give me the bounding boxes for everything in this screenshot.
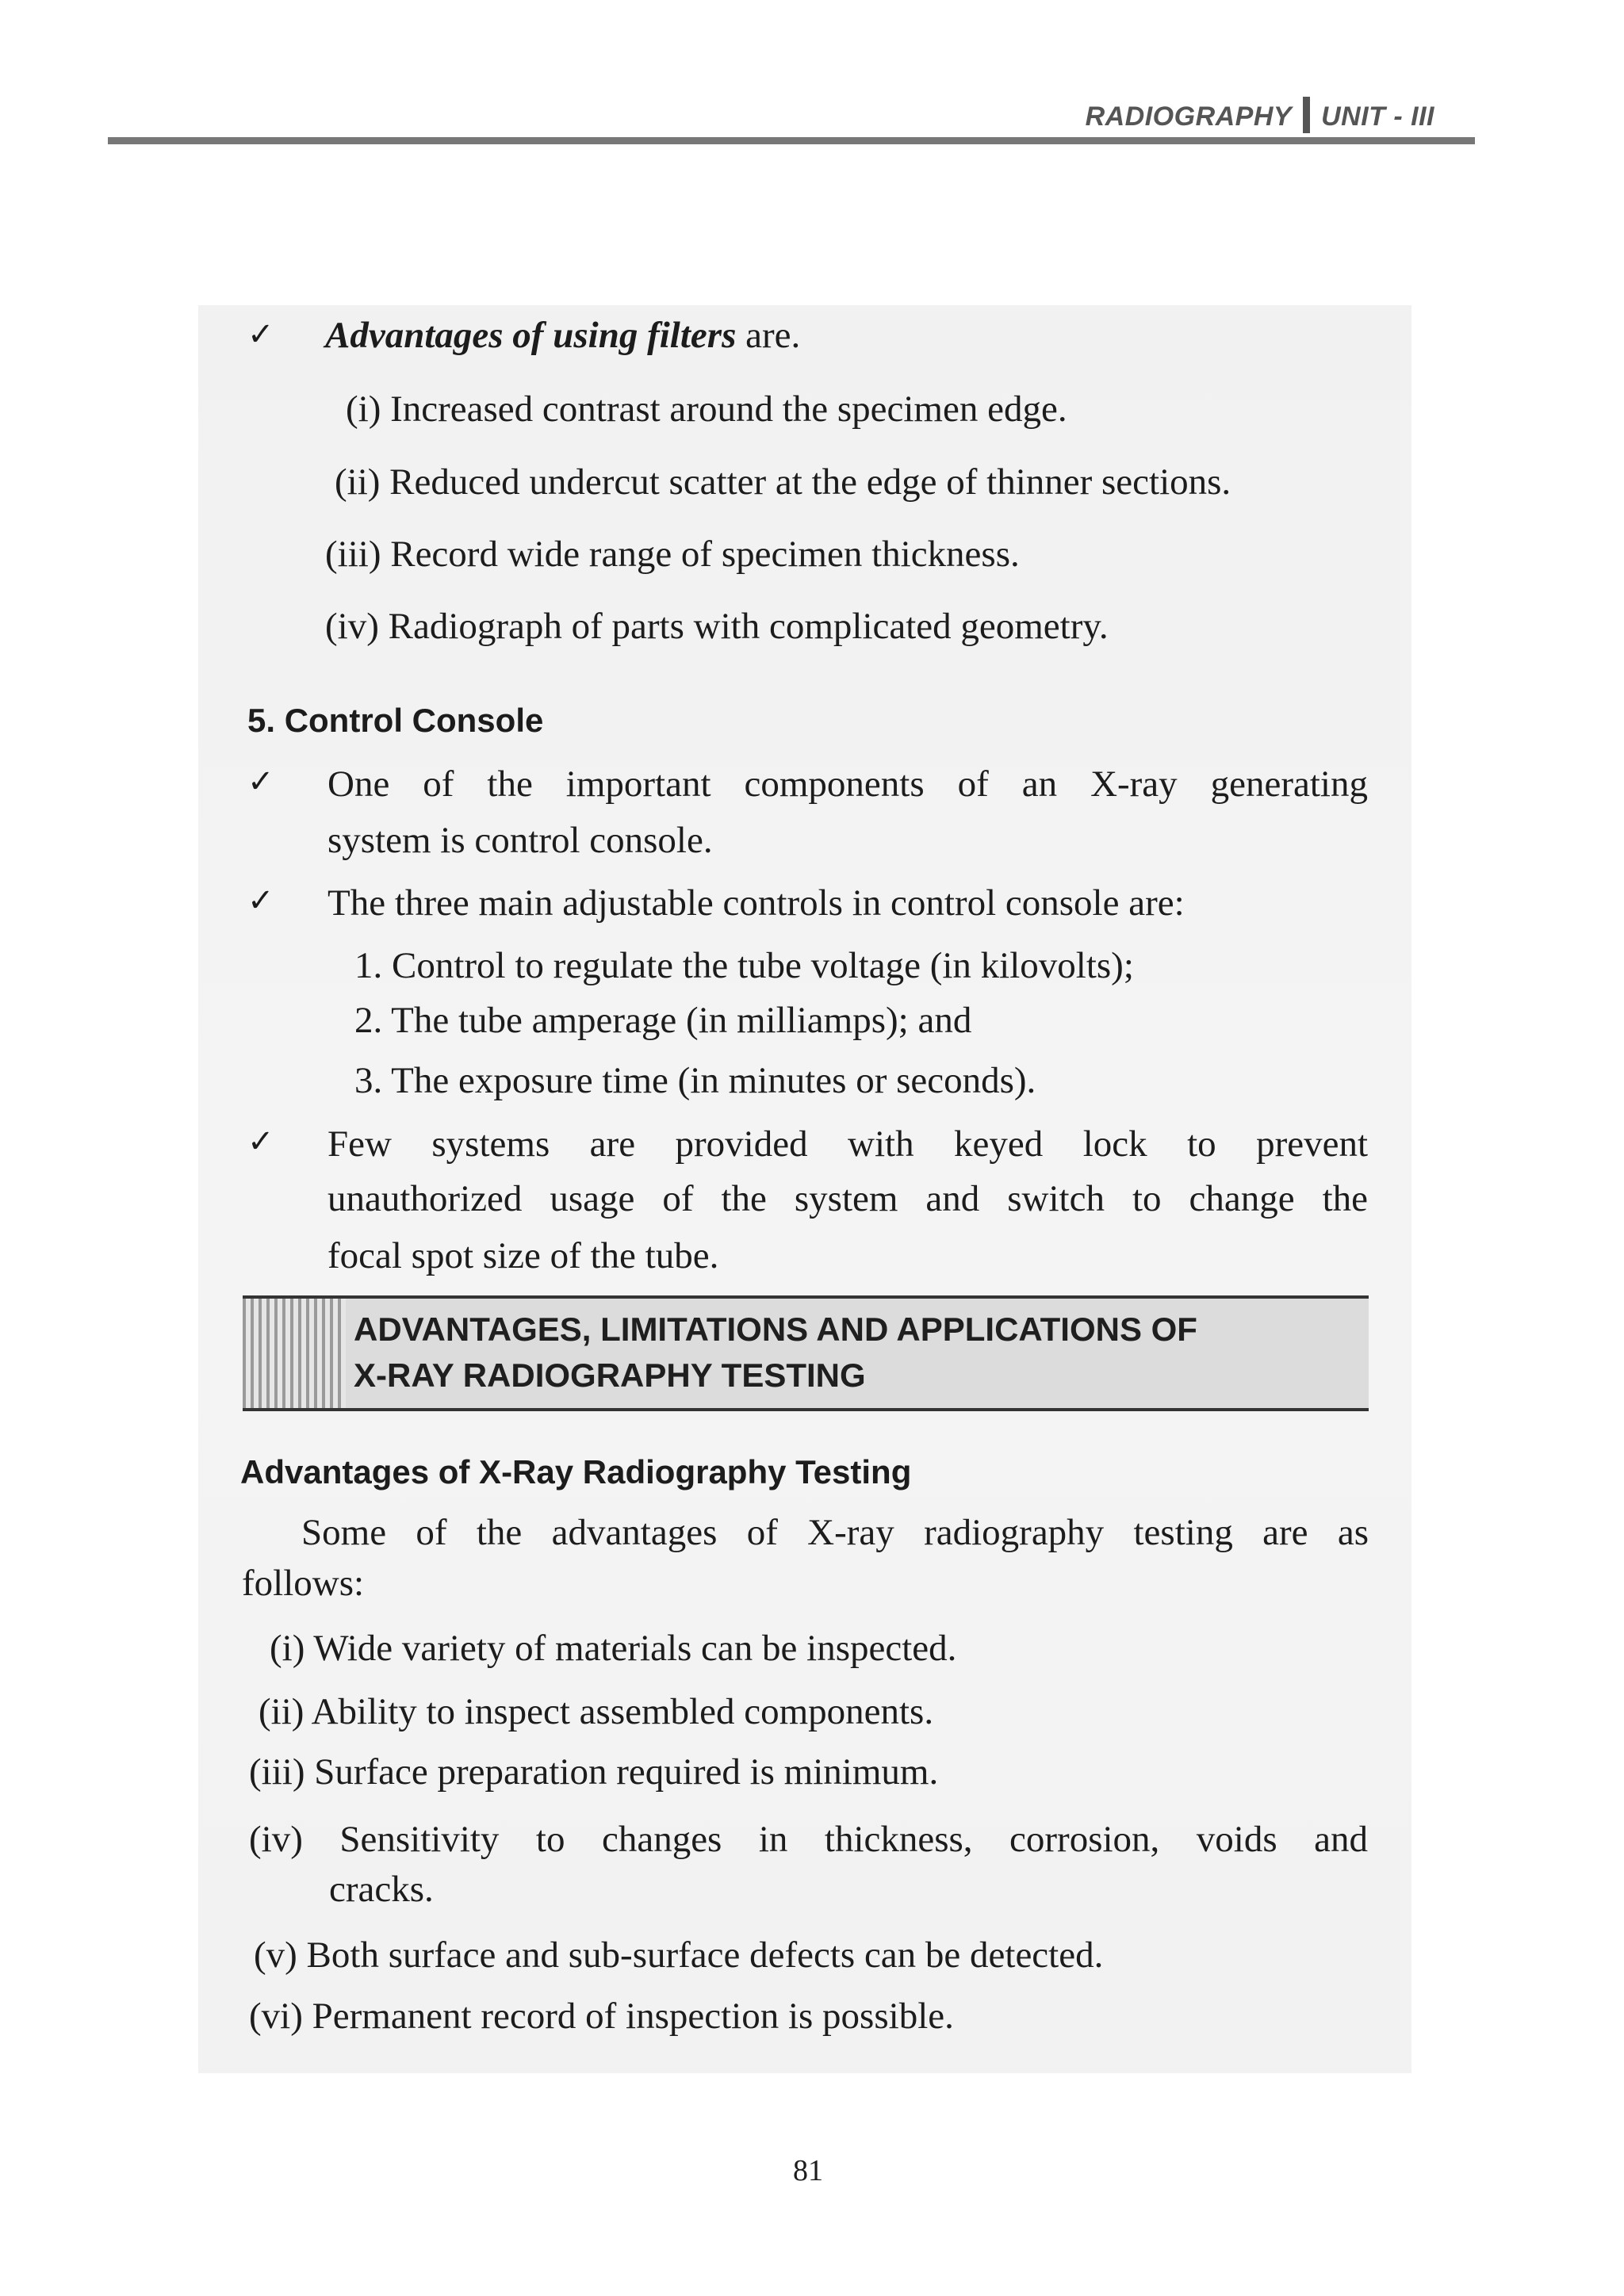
page-number: 81 [793,2154,823,2187]
advantages-item: (iii) Surface preparation required is minimum. [249,1751,939,1793]
advantages-item: (ii) Ability to inspect assembled components. [259,1691,934,1732]
banner-pattern [243,1299,346,1408]
console-item: 1. Control to regulate the tube voltage (in kilovolts); [354,945,1134,986]
banner-title-line: ADVANTAGES, LIMITATIONS AND APPLICATIONS OF [354,1311,1197,1348]
filters-item: (ii) Reduced undercut scatter at the edge of thinner sections. [335,461,1231,503]
filters-lead-bold: Advantages of using filters [325,315,737,356]
advantages-item: (iv) Sensitivity to changes in thickness, corrosion, voids and [249,1819,1368,1860]
filters-lead-rest: are. [736,315,801,356]
check-mark-icon: ✓ [247,882,274,919]
check-mark-icon: ✓ [247,1123,274,1160]
check-mark-icon: ✓ [247,763,274,800]
section-heading: 5. Control Console [247,702,544,739]
header-section-title: RADIOGRAPHY [1085,101,1293,132]
console-item: 2. The tube amperage (in milliamps); and [354,1000,972,1041]
running-header [1086,97,1434,133]
paragraph-line: unauthorized usage of the system and switch to change the [327,1178,1368,1219]
paragraph-line: focal spot size of the tube. [327,1235,719,1276]
check-mark-icon: ✓ [247,316,274,353]
paragraph-line: The three main adjustable controls in control console are: [327,882,1185,924]
paragraph-line: Some of the advantages of X-ray radiography testing are as [301,1512,1369,1553]
banner-title-line: X-RAY RADIOGRAPHY TESTING [354,1357,866,1394]
section-banner [243,1295,1369,1411]
section-heading: Advantages of X-Ray Radiography Testing [240,1453,912,1490]
advantages-item-continued: cracks. [329,1869,434,1910]
advantages-item: (vi) Permanent record of inspection is possible. [249,1996,954,2037]
header-separator [1303,97,1310,133]
console-item: 3. The exposure time (in minutes or seconds). [354,1060,1036,1101]
header-unit: UNIT - III [1321,101,1434,132]
filters-item: (iv) Radiograph of parts with complicated geometry. [325,606,1109,647]
filters-item: (iii) Record wide range of specimen thickness. [325,534,1020,575]
header-rule [108,137,1475,144]
advantages-item: (i) Wide variety of materials can be inspected. [270,1628,957,1669]
paragraph-line: follows: [242,1563,365,1604]
paragraph-line: One of the important components of an X-ray generating [327,763,1368,805]
paragraph-line: system is control console. [327,820,713,861]
advantages-item: (v) Both surface and sub-surface defects can be detected. [254,1934,1104,1976]
filters-lead [325,317,800,354]
paragraph-line: Few systems are provided with keyed lock to prevent [327,1123,1368,1165]
filters-item: (i) Increased contrast around the specimen edge. [346,388,1067,430]
